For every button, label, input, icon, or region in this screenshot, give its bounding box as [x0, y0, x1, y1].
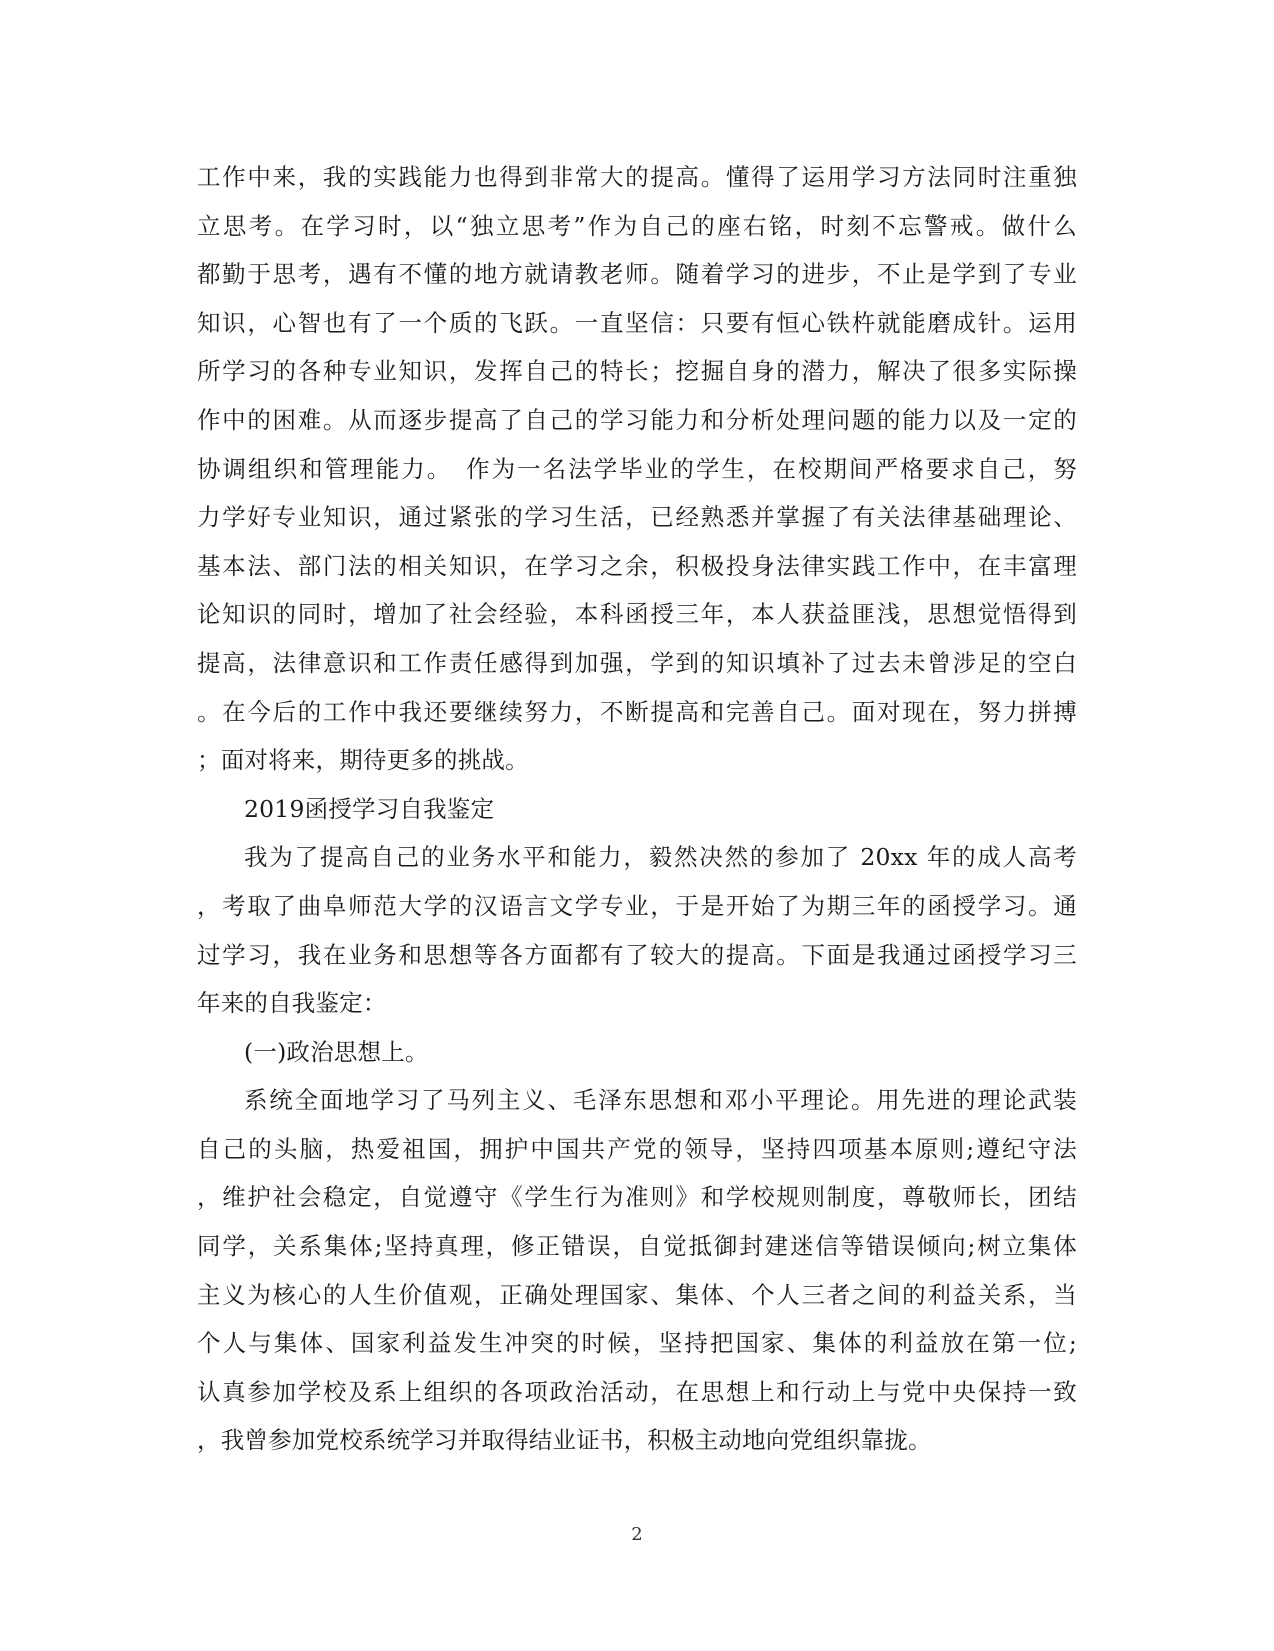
text-line: 。在今后的工作中我还要继续努力，不断提高和完善自己。面对现在，努力拼搏	[197, 697, 1077, 726]
text-line: 力学好专业知识，通过紧张的学习生活，已经熟悉并掌握了有关法律基础理论、	[197, 503, 1077, 532]
text-line: ，考取了曲阜师范大学的汉语言文学专业，于是开始了为期三年的函授学习。通	[197, 891, 1077, 920]
text-line: 作中的困难。从而逐步提高了自己的学习能力和分析处理问题的能力以及一定的	[197, 405, 1077, 434]
page-number: 2	[631, 1524, 643, 1545]
text-line: 我为了提高自己的业务水平和能力，毅然决然的参加了 20xx 年的成人高考	[244, 843, 1077, 872]
text-line: 基本法、部门法的相关知识，在学习之余，积极投身法律实践工作中，在丰富理	[197, 551, 1077, 580]
subsection-heading: (一)政治思想上。	[244, 1037, 429, 1066]
text-line: 自己的头脑，热爱祖国，拥护中国共产党的领导，坚持四项基本原则;遵纪守法	[197, 1134, 1077, 1163]
body-text	[197, 153, 1077, 1465]
text-line: 系统全面地学习了马列主义、毛泽东思想和邓小平理论。用先进的理论武装	[244, 1086, 1077, 1115]
text-line: 过学习，我在业务和思想等各方面都有了较大的提高。下面是我通过函授学习三	[197, 940, 1077, 969]
text-line: 工作中来，我的实践能力也得到非常大的提高。懂得了运用学习方法同时注重独	[197, 163, 1077, 191]
text-line: 知识，心智也有了一个质的飞跃。一直坚信：只要有恒心铁杵就能磨成针。运用	[197, 308, 1077, 337]
text-line: 论知识的同时，增加了社会经验，本科函授三年，本人获益匪浅，思想觉悟得到	[197, 600, 1077, 629]
text-line: 协调组织和管理能力。 作为一名法学毕业的学生，在校期间严格要求自己，努	[197, 454, 1077, 483]
text-line: 所学习的各种专业知识，发挥自己的特长；挖掘自身的潜力，解决了很多实际操	[197, 357, 1077, 386]
text-line: 认真参加学校及系上组织的各项政治活动，在思想上和行动上与党中央保持一致	[197, 1377, 1077, 1406]
text-line: 立思考。在学习时，以“独立思考”作为自己的座右铭，时刻不忘警戒。做什么	[197, 211, 1077, 240]
text-line: 同学，关系集体;坚持真理，修正错误，自觉抵御封建迷信等错误倾向;树立集体	[197, 1232, 1077, 1261]
text-line: ，维护社会稳定，自觉遵守《学生行为准则》和学校规则制度，尊敬师长，团结	[197, 1183, 1077, 1212]
text-line: ；面对将来，期待更多的挑战。	[197, 746, 529, 775]
section-heading: 2019函授学习自我鉴定	[244, 794, 495, 823]
text-line: 提高，法律意识和工作责任感得到加强，学到的知识填补了过去未曾涉足的空白	[197, 648, 1077, 677]
text-line: ，我曾参加党校系统学习并取得结业证书，积极主动地向党组织靠拢。	[197, 1426, 932, 1455]
text-line: 主义为核心的人生价值观，正确处理国家、集体、个人三者之间的利益关系，当	[197, 1280, 1077, 1309]
text-line: 个人与集体、国家利益发生冲突的时候，坚持把国家、集体的利益放在第一位;	[197, 1329, 1077, 1358]
text-line: 都勤于思考，遇有不懂的地方就请教老师。随着学习的进步，不止是学到了专业	[197, 260, 1077, 289]
text-line: 年来的自我鉴定：	[197, 989, 387, 1018]
